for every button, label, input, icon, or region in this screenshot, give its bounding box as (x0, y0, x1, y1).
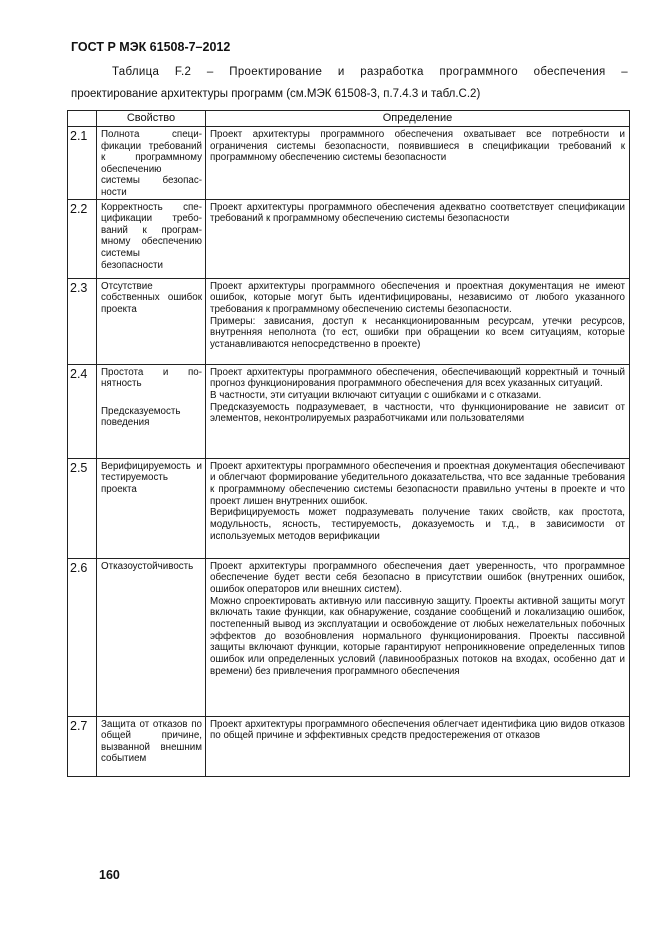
definition-paragraph: Проект архитектуры программного обеспечения и проектная документация не имеют ошибок, которые могут быть идентифицированы, независимо от любого указанного требования к программному обеспечению системы безопасности. (210, 280, 625, 315)
table-caption-line2: проектирование архитектуры программ (см.МЭК 61508-3, п.7.4.3 и табл.С.2) (71, 88, 481, 100)
table-row (68, 716, 630, 776)
property-text: Полнота спецификации требований к программному обеспечению системы безопасности (101, 129, 202, 198)
definition-paragraph: Проект архитектуры программного обеспечения, обеспечивающий корректный и точный прогноз функционирования программного обеспечения для всех указанных ситуаций. (210, 366, 625, 390)
definition-paragraph: В частности, эти ситуации включают ситуации с ошибками и с отказами. (210, 389, 542, 401)
definition-paragraph: Можно спроектировать активную или пассивную защиту. Проекты активной защиты могут включать такие функции, как обнаружение, создание сообщений и локализацию ошибок, постепенный вывод из эксплуатации и освобождение от любых нежелательных побочных эффектов до возобновления нормального функционирования. Проекты пассивной защиты включают функции, которые гарантируют непроникновение определенных типов ошибок или определенных условий (лавинообразных потоков на входах, особенно дат и времени) без привлечения программного обеспечения (210, 595, 625, 677)
property-cell (97, 127, 206, 200)
header-number (68, 111, 97, 127)
property-text: Защита от отказов по общей причине, вызванной внешним событием (101, 718, 202, 765)
property-cell (97, 558, 206, 716)
document-header: ГОСТ Р МЭК 61508-7–2012 (71, 40, 231, 54)
specification-table (67, 110, 630, 777)
table-header-row (68, 111, 630, 127)
definition-cell (206, 364, 630, 458)
row-number: 2.1 (68, 127, 97, 200)
row-number: 2.3 (68, 278, 97, 364)
row-number: 2.6 (68, 558, 97, 716)
definition-cell (206, 458, 630, 558)
header-definition: Определение (206, 111, 630, 127)
property-text: Верифицируемость и тестируемость проекта (101, 460, 202, 495)
row-number: 2.5 (68, 458, 97, 558)
property-text: Отказоустойчивость (101, 560, 194, 572)
table-row (68, 278, 630, 364)
table-caption-line1: Таблица F.2 – Проектирование и разработка программного обеспечения – (112, 66, 628, 78)
property-cell (97, 458, 206, 558)
definition-cell (206, 558, 630, 716)
property-cell (97, 716, 206, 776)
table-row (68, 364, 630, 458)
definition-paragraph: Предсказуемость подразумевает, в частности, что функционирование не зависит от элементов, неконтролируемых разработчиками или пользователями (210, 401, 625, 425)
property-cell (97, 278, 206, 364)
definition-paragraph: Проект архитектуры программного обеспечения дает уверенность, что программное обеспечение будет вести себя безопасно в присутствии ошибок (внутренних ошибок, ошибок операторов или внешних систем). (210, 560, 625, 595)
row-number: 2.4 (68, 364, 97, 458)
header-property: Свойство (97, 111, 206, 127)
property-text: Отсутствие собственных ошибок проекта (101, 280, 202, 315)
property-cell (97, 199, 206, 278)
table-row (68, 127, 630, 200)
table-row (68, 199, 630, 278)
property-text: Корректность спецификации требований к программному обеспечению системы безопасности (101, 201, 202, 271)
table-row (68, 458, 630, 558)
definition-paragraph: Верифицируемость может подразумевать получение таких свойств, как простота, модульность, ясность, тестируемость, доказуемость и т.д., в зависимости от используемых методов верификации (210, 507, 625, 542)
definition-paragraph: Проект архитектуры программного обеспечения адекватно соответствует спецификации требований к программному обеспечению системы безопасности (210, 201, 625, 225)
definition-paragraph: Проект архитектуры программного обеспечения облегчает идентифика цию видов отказов по общей причине и эффективных средств предостережения от отказов (210, 718, 625, 742)
row-number: 2.7 (68, 716, 97, 776)
property-cell (97, 364, 206, 458)
property-text: Предсказуемость поведения (101, 405, 181, 429)
definition-cell (206, 199, 630, 278)
definition-paragraph: Примеры: зависания, доступ к несанкционированным ресурсам, утечки ресурсов, внутренняя неполнота (то ест, ошибки при обращении ко всем ситуациям, которые устанавливаются непосредственно в проекте) (210, 315, 625, 351)
row-number: 2.2 (68, 199, 97, 278)
table-row (68, 558, 630, 716)
definition-paragraph: Проект архитектуры программного обеспечения и проектная документация обеспечивают и облегчают формирование убедительного доказательства, что все заданные требования к программному обеспечению системы безопасности правильно учтены в проекте и что проект лишен внутренних ошибок. (210, 460, 625, 507)
definition-cell (206, 127, 630, 200)
definition-paragraph: Проект архитектуры программного обеспечения охватывает все потребности и ограничения системы безопасности, появившиеся в спецификации требований к программному обеспечению системы безопасности (210, 129, 625, 164)
property-text: Простота и понятность (101, 366, 202, 390)
page-number: 160 (99, 868, 120, 882)
definition-cell (206, 278, 630, 364)
definition-cell (206, 716, 630, 776)
